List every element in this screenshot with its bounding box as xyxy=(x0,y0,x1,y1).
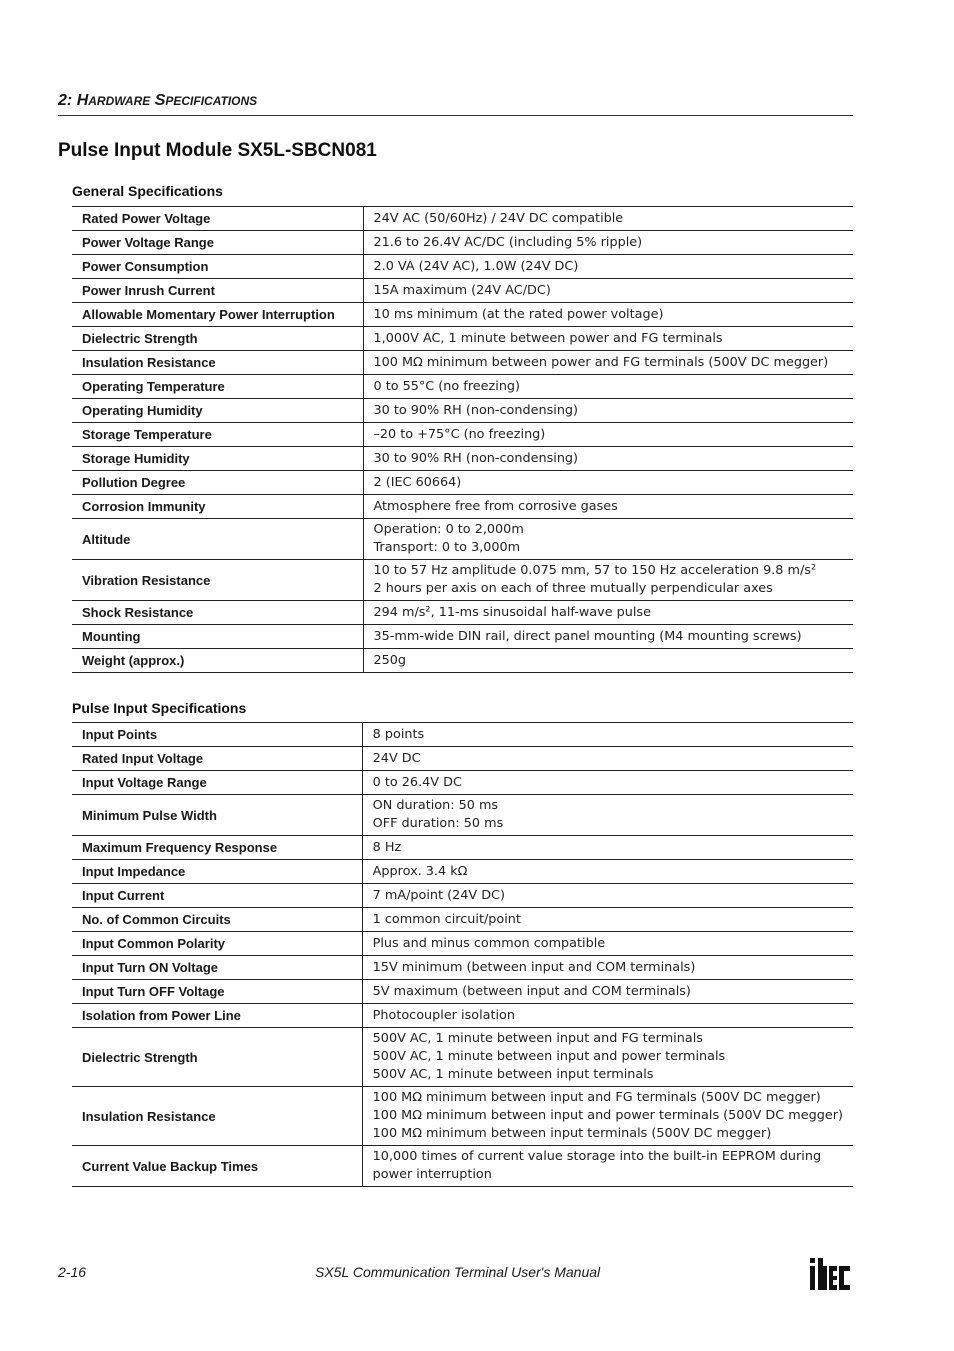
general-spec-row-value-line: 1,000V AC, 1 minute between power and FG terminals xyxy=(373,330,723,346)
general-spec-row-value xyxy=(363,649,853,673)
pulse-spec-row-value xyxy=(362,747,853,771)
general-spec-row xyxy=(72,495,853,519)
pulse-spec-row-label: Insulation Resistance xyxy=(72,1087,362,1146)
pulse-spec-row xyxy=(72,980,853,1004)
manual-title-text: SX5L Communication Terminal User's Manual xyxy=(315,1264,601,1280)
pulse-spec-row-value-line: 15V minimum (between input and COM terminals) xyxy=(372,959,696,975)
chapter-word-hardware: ARDWARE xyxy=(88,94,151,108)
pulse-spec-row-value xyxy=(362,795,853,836)
pulse-spec-row-value-line: 7 mA/point (24V DC) xyxy=(372,887,505,903)
pulse-spec-row-label: Input Points xyxy=(72,723,362,747)
general-spec-row-value-line: 15A maximum (24V AC/DC) xyxy=(373,282,551,298)
general-spec-row-value-line: 2.0 VA (24V AC), 1.0W (24V DC) xyxy=(373,258,579,274)
pulse-spec-row-value-line: 100 MΩ minimum between input terminals (500V DC megger) xyxy=(372,1126,772,1141)
general-spec-row xyxy=(72,231,853,255)
general-spec-row-value xyxy=(363,447,853,471)
general-spec-row-value xyxy=(363,255,853,279)
pulse-spec-row xyxy=(72,860,853,884)
general-spec-row-label: Power Inrush Current xyxy=(72,279,363,303)
page-title: Pulse Input Module SX5L-SBCN081 xyxy=(58,140,377,161)
pulse-spec-row xyxy=(72,908,853,932)
pulse-spec-row-label: Input Common Polarity xyxy=(72,932,362,956)
general-spec-row xyxy=(72,327,853,351)
pulse-spec-row xyxy=(72,1004,853,1028)
general-specs-table xyxy=(72,206,853,673)
general-spec-row xyxy=(72,279,853,303)
pulse-spec-row-label: Dielectric Strength xyxy=(72,1028,362,1087)
pulse-specs-title: Pulse Input Specifications xyxy=(72,700,247,716)
pulse-spec-row-value-line: power interruption xyxy=(372,1167,492,1182)
general-spec-row-value xyxy=(363,303,853,327)
pulse-spec-row-value-line: 8 points xyxy=(372,726,425,742)
pulse-spec-row xyxy=(72,795,853,836)
general-spec-row-value-line: 21.6 to 26.4V AC/DC (including 5% ripple) xyxy=(373,234,643,250)
pulse-spec-row-value-line: 10,000 times of current value storage into the built-in EEPROM during xyxy=(372,1149,822,1164)
general-spec-row-label: Rated Power Voltage xyxy=(72,207,363,231)
pulse-spec-row-label: No. of Common Circuits xyxy=(72,908,362,932)
pulse-spec-row-value xyxy=(362,1146,853,1187)
general-spec-row-value xyxy=(363,625,853,649)
pulse-spec-row-label: Input Turn ON Voltage xyxy=(72,956,362,980)
pulse-spec-row-value xyxy=(362,908,853,932)
general-spec-row-value xyxy=(363,327,853,351)
general-spec-row-value xyxy=(363,399,853,423)
pulse-spec-row xyxy=(72,1087,853,1146)
general-spec-row-value xyxy=(363,279,853,303)
pulse-spec-row xyxy=(72,747,853,771)
page-number: 2-16 xyxy=(58,1264,87,1280)
general-spec-row-value-line: 10 to 57 Hz amplitude 0.075 mm, 57 to 150 Hz acceleration 9.8 m/s² xyxy=(373,563,817,578)
pulse-spec-row xyxy=(72,836,853,860)
general-spec-row-value-line: Atmosphere free from corrosive gases xyxy=(373,498,618,514)
pulse-spec-row-label: Rated Input Voltage xyxy=(72,747,362,771)
general-spec-row-value-line: –20 to +75°C (no freezing) xyxy=(373,426,546,442)
general-spec-row-value-line: 2 (IEC 60664) xyxy=(373,474,462,490)
pulse-spec-row-label: Input Impedance xyxy=(72,860,362,884)
general-spec-row xyxy=(72,303,853,327)
pulse-spec-row-value-line: 100 MΩ minimum between input and power terminals (500V DC megger) xyxy=(372,1108,843,1123)
pulse-spec-row xyxy=(72,1146,853,1187)
general-spec-row-value xyxy=(363,231,853,255)
pulse-spec-row-label: Minimum Pulse Width xyxy=(72,795,362,836)
general-spec-row-value-line: 35-mm-wide DIN rail, direct panel mounting (M4 mounting screws) xyxy=(373,628,802,644)
pulse-spec-row xyxy=(72,723,853,747)
pulse-spec-row-value-line: OFF duration: 50 ms xyxy=(372,816,504,831)
pulse-spec-row-value-line: Photocoupler isolation xyxy=(372,1007,515,1023)
general-spec-row xyxy=(72,399,853,423)
general-spec-row xyxy=(72,560,853,601)
pulse-spec-row-value xyxy=(362,836,853,860)
pulse-spec-row-value-line: 500V AC, 1 minute between input terminals xyxy=(372,1067,654,1082)
general-spec-row-label: Insulation Resistance xyxy=(72,351,363,375)
general-spec-row-label: Allowable Momentary Power Interruption xyxy=(72,303,363,327)
pulse-spec-row-value xyxy=(362,771,853,795)
manual-title xyxy=(315,1264,600,1280)
pulse-spec-row-label: Input Voltage Range xyxy=(72,771,362,795)
pulse-spec-row-value-line: ON duration: 50 ms xyxy=(372,798,499,813)
general-spec-row xyxy=(72,649,853,673)
general-spec-row-value-line: 294 m/s², 11-ms sinusoidal half-wave pulse xyxy=(373,604,651,620)
general-spec-row-label: Weight (approx.) xyxy=(72,649,363,673)
pulse-spec-row-value xyxy=(362,884,853,908)
general-spec-row-value xyxy=(363,519,853,560)
general-spec-row-label: Shock Resistance xyxy=(72,601,363,625)
pulse-spec-row-value-line: 100 MΩ minimum between input and FG terminals (500V DC megger) xyxy=(372,1090,821,1105)
general-spec-row-label: Corrosion Immunity xyxy=(72,495,363,519)
general-spec-row-value-line: 250g xyxy=(373,652,407,668)
general-spec-row-value-line: 30 to 90% RH (non-condensing) xyxy=(373,402,579,418)
general-spec-row-value xyxy=(363,495,853,519)
general-spec-row-value-line: Transport: 0 to 3,000m xyxy=(373,540,521,555)
general-spec-row-label: Power Consumption xyxy=(72,255,363,279)
general-spec-row-label: Storage Temperature xyxy=(72,423,363,447)
pulse-spec-row xyxy=(72,884,853,908)
pulse-spec-row xyxy=(72,771,853,795)
pulse-spec-row-value-line: 5V maximum (between input and COM terminals) xyxy=(372,983,691,999)
pulse-spec-row-value-line: 500V AC, 1 minute between input and FG terminals xyxy=(372,1031,703,1046)
general-spec-row xyxy=(72,207,853,231)
general-spec-row-value-line: 10 ms minimum (at the rated power voltage) xyxy=(373,306,664,322)
pulse-spec-row-value-line: 1 common circuit/point xyxy=(372,911,521,927)
general-spec-row-label: Operating Temperature xyxy=(72,375,363,399)
general-spec-row-label: Altitude xyxy=(72,519,363,560)
general-spec-row-value xyxy=(363,423,853,447)
general-spec-row xyxy=(72,375,853,399)
pulse-spec-row-value xyxy=(362,860,853,884)
chapter-letter-s: S xyxy=(154,92,166,109)
pulse-spec-row-label: Current Value Backup Times xyxy=(72,1146,362,1187)
chapter-number: 2: xyxy=(58,92,73,109)
pulse-spec-row-value-line: 0 to 26.4V DC xyxy=(372,774,462,790)
general-spec-row-value xyxy=(363,351,853,375)
pulse-spec-row-label: Maximum Frequency Response xyxy=(72,836,362,860)
general-spec-row-value-line: 2 hours per axis on each of three mutually perpendicular axes xyxy=(373,581,773,596)
pulse-specs-table xyxy=(72,722,853,1187)
pulse-spec-row xyxy=(72,932,853,956)
pulse-spec-row xyxy=(72,1028,853,1087)
general-spec-row-label: Mounting xyxy=(72,625,363,649)
pulse-spec-row-value-line: Approx. 3.4 kΩ xyxy=(372,863,468,879)
general-spec-row xyxy=(72,601,853,625)
general-spec-row xyxy=(72,519,853,560)
general-spec-row-value-line: 0 to 55°C (no freezing) xyxy=(373,378,521,394)
chapter-header xyxy=(58,92,853,116)
general-spec-row-label: Operating Humidity xyxy=(72,399,363,423)
pulse-spec-row-value xyxy=(362,723,853,747)
pulse-spec-row-label: Isolation from Power Line xyxy=(72,1004,362,1028)
pulse-spec-row-value xyxy=(362,1004,853,1028)
pulse-spec-row-value xyxy=(362,980,853,1004)
general-spec-row xyxy=(72,423,853,447)
general-spec-row xyxy=(72,447,853,471)
pulse-spec-row xyxy=(72,956,853,980)
general-spec-row-label: Storage Humidity xyxy=(72,447,363,471)
idec-logo xyxy=(808,1255,854,1293)
general-spec-row xyxy=(72,255,853,279)
general-spec-row-value-line: 24V AC (50/60Hz) / 24V DC compatible xyxy=(373,210,624,226)
pulse-spec-row-label: Input Current xyxy=(72,884,362,908)
general-spec-row-value-line: 100 MΩ minimum between power and FG terminals (500V DC megger) xyxy=(373,354,829,370)
pulse-spec-row-value-line: 8 Hz xyxy=(372,839,402,855)
general-spec-row-value xyxy=(363,471,853,495)
pulse-spec-row-value-line: 500V AC, 1 minute between input and power terminals xyxy=(372,1049,726,1064)
pulse-spec-row-value-line: Plus and minus common compatible xyxy=(372,935,606,951)
general-spec-row-value-line: Operation: 0 to 2,000m xyxy=(373,522,524,537)
general-spec-row-value xyxy=(363,375,853,399)
general-spec-row-label: Power Voltage Range xyxy=(72,231,363,255)
general-spec-row-label: Dielectric Strength xyxy=(72,327,363,351)
general-spec-row-label: Pollution Degree xyxy=(72,471,363,495)
chapter-letter-h: H xyxy=(76,92,89,109)
pulse-spec-row-value xyxy=(362,932,853,956)
general-spec-row-value xyxy=(363,207,853,231)
chapter-word-specifications: PECIFICATIONS xyxy=(165,94,258,108)
pulse-spec-row-value xyxy=(362,1028,853,1087)
pulse-spec-row-value xyxy=(362,1087,853,1146)
general-spec-row xyxy=(72,471,853,495)
general-spec-row-value xyxy=(363,601,853,625)
pulse-spec-row-value xyxy=(362,956,853,980)
pulse-spec-row-label: Input Turn OFF Voltage xyxy=(72,980,362,1004)
general-spec-row xyxy=(72,625,853,649)
general-spec-row xyxy=(72,351,853,375)
pulse-spec-row-value-line: 24V DC xyxy=(372,750,421,766)
general-spec-row-value xyxy=(363,560,853,601)
general-specs-title: General Specifications xyxy=(72,183,223,199)
general-spec-row-label: Vibration Resistance xyxy=(72,560,363,601)
general-spec-row-value-line: 30 to 90% RH (non-condensing) xyxy=(373,450,579,466)
